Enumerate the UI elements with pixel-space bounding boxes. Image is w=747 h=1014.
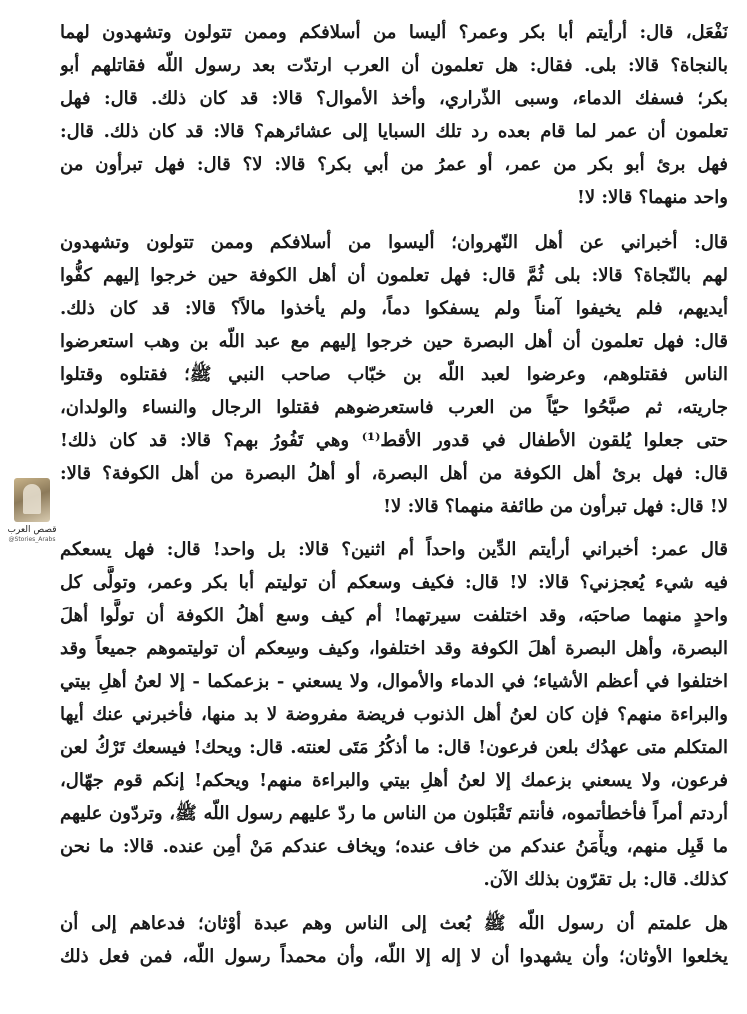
text-line: أيديهم، فلم يخيفوا آمناً ولم يسفكوا دماً، ولم يأخذوا مالاً؟ قالا: قد كان ذلك.	[60, 298, 728, 319]
document-page	[60, 16, 728, 973]
text-line: نَفْعَل، قال: أرأيتم أبا بكر وعمر؟ أليسا من أسلافكم وممن تتولون وتشهدون لهما	[60, 22, 728, 43]
text-line: البصرة، وأهل البصرة أهلَ الكوفة وقد اختلفوا، وكيف وسِعكم أن توليتموهم جميعاً وقد	[60, 638, 728, 659]
text-line: المتكلم متى عهدُك بلعن فرعون! قال: ما أذكُرُ مَتَى لعنته. قال: ويحك! فيسعك تَرْكُ لعن	[60, 737, 728, 758]
text-line: قال: أخبراني عن أهل النّهروان؛ أليسوا من أسلافكم وممن تتولون وتشهدون	[60, 232, 728, 253]
paragraph-2	[60, 226, 728, 523]
watermark-picture-icon	[14, 478, 50, 522]
text-line: قال عمر: أخبراني أرأيتم الدِّين واحداً أم اثنين؟ قالا: بل واحد! قال: فهل يسعكم	[60, 539, 728, 560]
text-line: الناس فقتلوهم، وعرضوا لعبد اللّه بن خبّاب صاحب النبي ﷺ؛ فقتلوه وقتلوا	[60, 364, 728, 385]
text-line: واحدٍ منهما صاحبَه، وقد اختلفت سيرتهما! أم كيف وسع أهلُ الكوفة أن تولَّوا أهلَ	[60, 605, 728, 626]
text-line: تعلمون أن عمر لما قام بعده رد تلك السبايا إلى عشائرهم؟ قالا: قد كان ذلك. قال:	[60, 121, 728, 142]
text-line: كذلك. قال: بل تقرّون بذلك الآن.	[483, 869, 728, 890]
text-line: يخلعوا الأوثان؛ وأن يشهدوا أن لا إله إلا اللّه، وأن محمداً رسول اللّه، فمن فعل ذلك	[60, 946, 728, 967]
text-line: جاريته، ثم صبَّحُوا حيّاً من العرب فاستعرضوهم فقتلوا الرجال والنساء والولدان،	[60, 397, 728, 418]
watermark-logo	[6, 478, 58, 543]
text-line: بكر؛ فسفك الدماء، وسبى الذّراري، وأخذ الأموال؟ قالا: قد كان ذلك. قال: فهل	[60, 88, 728, 109]
text-line: فرعون، ولا يسعني بزعمك إلا لعنُ أهلِ بيتي والبراءة منهم! ويحكم! إنكم قوم جهّال،	[60, 770, 728, 791]
text-line: اختلفوا في أعظم الأشياء؛ في الدماء والأموال، ولا يسعني - بزعمكما - إلا لعنُ أهلِ بيتي	[60, 671, 728, 692]
text-line: بالنجاة؟ قالا: بلى. فقال: هل تعلمون أن العرب ارتدّت بعد رسول اللّه فقاتلهم أبو	[60, 55, 728, 76]
text-line: أردتم أمراً فأخطأتموه، فأنتم تَقْبَلون من الناس ما ردّ عليهم رسول اللّه ﷺ، وتردّون عليهم	[60, 803, 728, 824]
paragraph-4	[60, 907, 728, 973]
text-line: ما قَبِل منهم، ويأْمَنُ عندكم من خاف عنده؛ ويخاف عندكم مَنْ أمِن عنده. قالا: ما نحن	[60, 836, 728, 857]
watermark-handle: @Stories_Arabs	[8, 536, 56, 543]
text-line: فيه شيء يُعجزني؟ قالا: لا! قال: فكيف وسعكم أن توليتم أبا بكر وعمر، وتولَّى كل	[60, 572, 728, 593]
text-line: لهم بالنّجاة؟ قالا: بلى ثُمَّ قال: فهل تعلمون أن أهل الكوفة حين خرجوا إليهم كفُّوا	[60, 265, 728, 286]
text-line: فهل برئ أبو بكر من عمر، أو عمرُ من أبي بكر؟ قالا: لا؟ قال: فهل تبرأون من	[60, 154, 728, 175]
text-line: هل علمتم أن رسول اللّه ﷺ بُعث إلى الناس وهم عبدة أوْثان؛ فدعاهم إلى أن	[60, 913, 728, 934]
paragraph-1	[60, 16, 728, 214]
text-line: واحد منهما؟ قالا: لا!	[576, 187, 728, 208]
text-line: قال: فهل تعلمون أن أهل البصرة حين خرجوا إليهم مع عبد اللّه بن وهب استعرضوا	[60, 331, 728, 352]
text-line: حتى جعلوا يُلقون الأطفال في قدور الأقط⁽¹⁾ وهي تَفُورُ بهم؟ قالا: قد كان ذلك!	[60, 430, 728, 451]
text-line: قال: فهل برئ أهل الكوفة من أهل البصرة، أو أهلُ البصرة من أهل الكوفة؟ قالا:	[60, 463, 728, 484]
text-line: لا! قال: فهل تبرأون من طائفة منهما؟ قالا: لا!	[383, 496, 728, 517]
text-line: والبراءة منهم؟ فإن كان لعنُ أهل الذنوب فريضة مفروضة لا بد منها، فأخبرني عنك أيها	[60, 704, 728, 725]
watermark-title: قصص العرب	[7, 525, 57, 535]
paragraph-3	[60, 533, 728, 896]
